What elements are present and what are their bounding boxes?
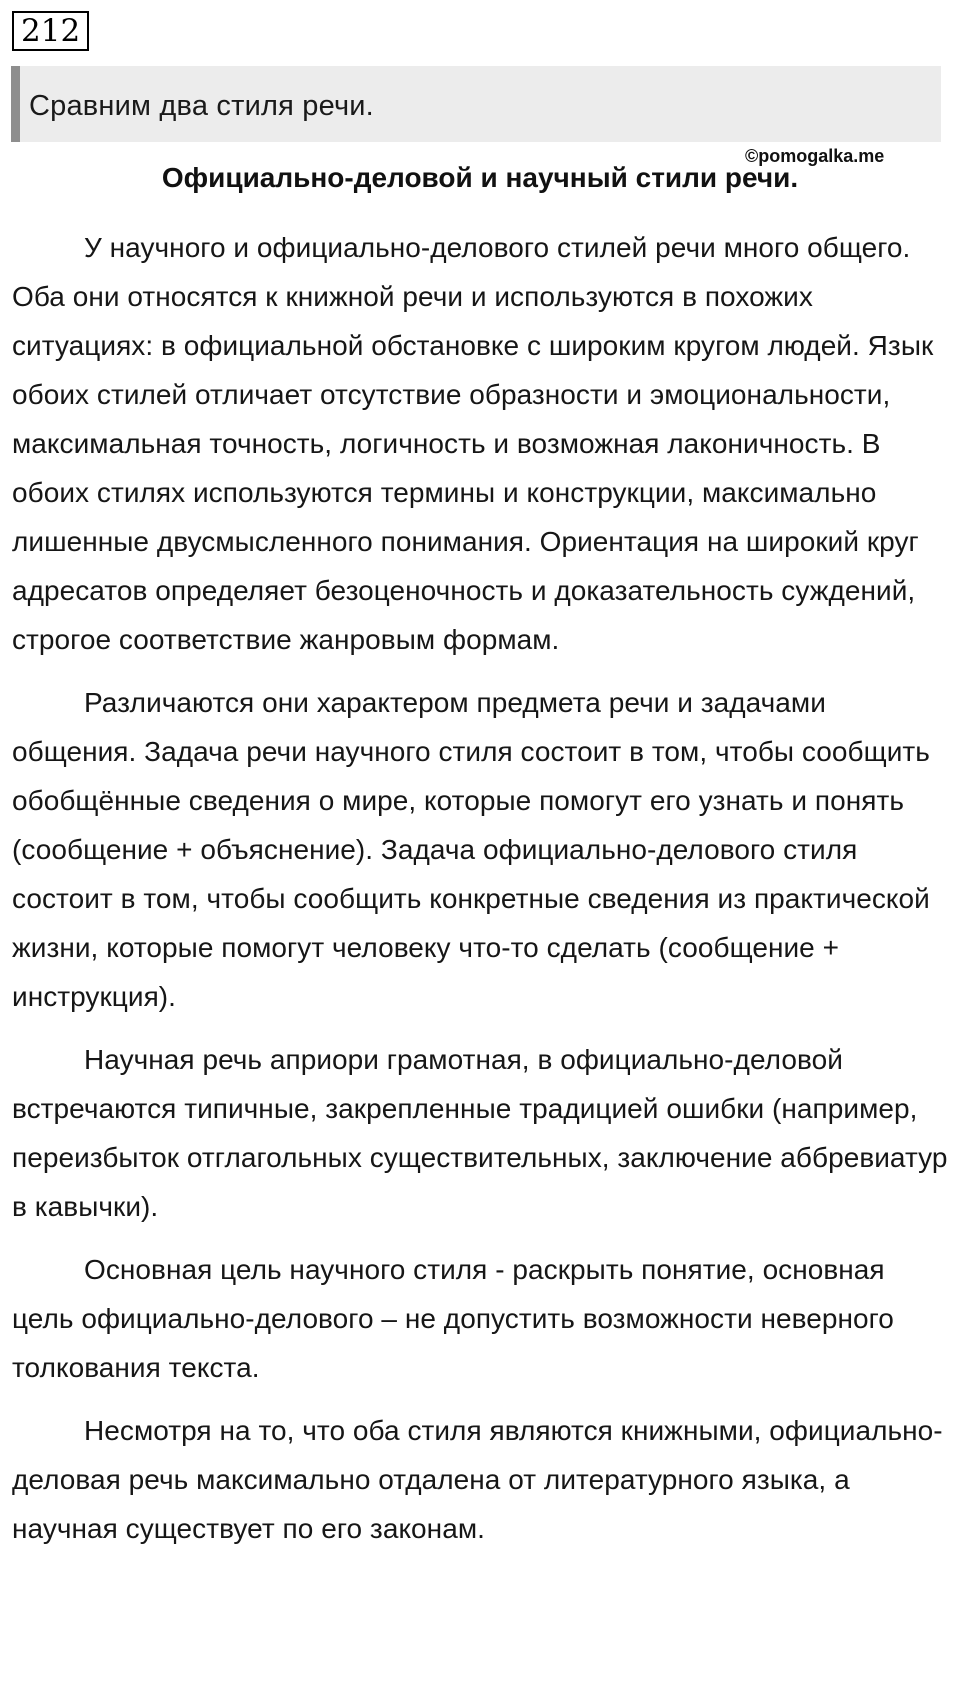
page-title: Официально-деловой и научный стили речи.	[161, 162, 799, 193]
task-prompt-box	[11, 66, 941, 142]
task-number: 212	[12, 11, 89, 51]
paragraph-5: Несмотря на то, что оба стиля являются книжными, официально-деловая речь максимально отдалена от литературного языка, а научная существует по его законам.	[12, 1415, 943, 1544]
paragraph-3: Научная речь априори грамотная, в официально-деловой встречаются типичные, закрепленные традицией ошибки (например, переизбыток отглагольных существительных, заключение аббревиатур в кавычки).	[12, 1044, 948, 1222]
paragraph-4: Основная цель научного стиля - раскрыть понятие, основная цель официально-делового – не допустить возможности неверного толкования текста.	[12, 1254, 894, 1383]
watermark: ©pomogalka.me	[745, 146, 885, 166]
body-text	[12, 223, 950, 1567]
paragraph-2: Различаются они характером предмета речи и задачами общения. Задача речи научного стиля состоит в том, чтобы сообщить обобщённые сведения о мире, которые помогут его узнать и понять (сообщение + объяснение). Задача официально-делового стиля состоит в том, чтобы сообщить конкретные сведения из практической жизни, которые помогут человеку что-то сделать (сообщение + инструкция).	[12, 687, 930, 1012]
task-prompt: Сравним два стиля речи.	[29, 89, 374, 122]
paragraph-1: У научного и официально-делового стилей речи много общего. Оба они относятся к книжной речи и используются в похожих ситуациях: в официальной обстановке с широким кругом людей. Язык обоих стилей отличает отсутствие образности и эмоциональности, максимальная точность, логичность и возможная лаконичность. В обоих стилях используются термины и конструкции, максимально лишенные двусмысленного понимания. Ориентация на широкий круг адресатов определяет безоценочность и доказательность суждений, строгое соответствие жанровым формам.	[12, 232, 934, 655]
